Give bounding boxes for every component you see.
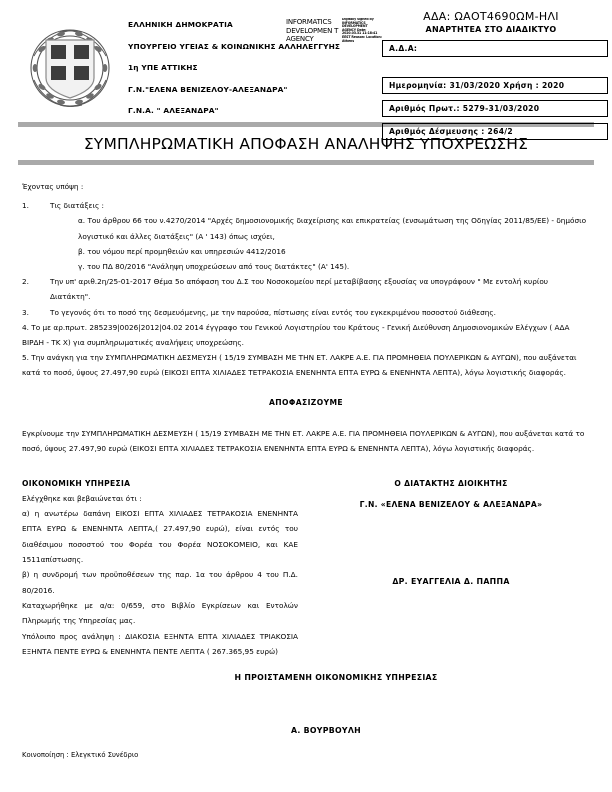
signature-agency-label: INFORMATICS DEVELOPMEN T AGENCY	[286, 18, 339, 44]
item-1-text: Τις διατάξεις :	[50, 201, 105, 211]
page-title: ΣΥΜΠΛΗΡΩΜΑΤΙΚΗ ΑΠΟΦΑΣΗ ΑΝΑΛΗΨΗΣ ΥΠΟΧΡΕΩΣΗΣ	[83, 135, 529, 153]
org-line-4: Γ.Ν."ΕΛΕΝΑ ΒΕΝΙΖΕΛΟΥ-ΑΛΕΞΑΝΔΡΑ"	[128, 84, 288, 94]
decision-heading: ΑΠΟΦΑΣΙΖΟΥΜΕ	[268, 397, 344, 407]
item-1-number: 1.	[22, 201, 29, 211]
item-1-subitem-c: γ. του ΠΔ 80/2016 "Ανάληψη υποχρεώσεων από τους διατάκτες" (Α' 145).	[78, 262, 350, 272]
ada-box-label: Α.Δ.Α:	[389, 44, 418, 53]
decision-text: Εγκρίνουμε την ΣΥΜΠΛΗΡΩΜΑΤΙΚΗ ΔΕΣΜΕΥΣΗ ( 15/19 ΣΥΜΒΑΣΗ ΜΕ ΤΗΝ ΕΤ. ΛΑΚΡΕ Α.Ε. ΓΙΑ ΠΡΟΜΗΘΕΙΑ ΠΟΥΛΕΡΙΚΩΝ & ΑΥΓΩΝ), που αυξάνεται κατά το ποσό, ύψους 27.497,90 ευρώ (ΕΙΚΟΣΙ ΕΠΤΑ ΧΙΛΙΑΔΕΣ ΤΕΤΡΑΚΟΣΙΑ ΕΝΕΝΗΝΤΑ ΕΠΤΑ ΕΥΡΩ & ΕΝΕΝΗΝΤΑ ΛΕΠΤΑ), λόγω λογιστικής διαφοράς.	[22, 428, 585, 454]
protocol-number-box	[382, 100, 608, 117]
ada-header-group	[376, 10, 606, 34]
body-intro: Έχοντας υπόψη :	[22, 182, 84, 191]
commitment-box-label: Αριθμός Δέσμευσης : 264/2	[389, 127, 513, 136]
item-1-subitem-a: α. Του άρθρου 66 του ν.4270/2014 "Αρχές δημοσιονομικής διαχείρισης και επικρατείας (ενσωμάτωση της Οδηγίας 2011/85/ΕΕ) - δημόσιο λογιστικό και άλλες διατάξεις" (Α ' 143) όπως ισχύει,	[78, 216, 587, 241]
authorizer-column	[312, 479, 590, 659]
ada-code-label: ΑΔΑ:	[423, 10, 451, 23]
financial-clause-b: β) η συνδρομή των προϋποθέσεων της παρ. 1α του άρθρου 4 του Π.Δ. 80/2016.	[22, 570, 298, 595]
numbered-item-5: 5. Την ανάγκη για την ΣΥΜΠΛΗΡΩΜΑΤΙΚΗ ΔΕΣΜΕΥΣΗ ( 15/19 ΣΥΜΒΑΣΗ ΜΕ ΤΗΝ ΕΤ. ΛΑΚΡΕ Α.Ε. ΓΙΑ ΠΡΟΜΗΘΕΙΑ ΠΟΥΛΕΡΙΚΩΝ & ΑΥΓΩΝ), που αυξάνεται κατά το ποσό, ύψους 27.497,90 ευρώ (ΕΙΚΟΣΙ ΕΠΤΑ ΧΙΛΙΑΔΕΣ ΤΕΤΡΑΚΟΣΙΑ ΕΝΕΝΗΝΤΑ ΕΠΤΑ ΕΥΡΩ & ΕΝΕΝΗΝΤΑ ΛΕΠΤΑ), λόγω λογιστικής διαφοράς.	[22, 353, 577, 378]
org-line-2: ΥΠΟΥΡΓΕΙΟ ΥΓΕΙΑΣ & ΚΟΙΝΩΝΙΚΗΣ ΑΛΛΗΛΕΓΓΥΗΣ	[128, 41, 341, 51]
item-3-number: 3.	[22, 307, 29, 317]
item-2-text: Την υπ' αριθ.2η/25-01-2017 Θέμα 5ο απόφαση του Δ.Σ του Νοσοκομείου περί μεταβίβασης εξουσίας να υπογράφουν " Με εντολή κυρίου Διατάκτη".	[50, 277, 549, 302]
greek-coat-of-arms-icon	[24, 16, 116, 116]
header-info-boxes	[382, 40, 608, 140]
item-3-text: Το γεγονός ότι το ποσό της δεσμευόμενης, με την παρούσα, πίστωσης είναι εντός του εγκεκριμένου ποσοστού διάθεσης.	[50, 307, 496, 317]
numbered-item-4: 4. Το με αρ.πρωτ. 285239|0026|2012|04.02 2014 έγγραφο του Γενικού Λογιστηρίου του Κράτους - Γενική Διεύθυνση Δημοσιονομικών Ελέγχων ( ΑΔΑ ΒΙΡΔΗ - ΤΚ Χ) για συμπληρωματικές αναλήψεις υποχρεώσης.	[22, 322, 570, 348]
financial-supervisor-name: Α. ΒΟΥΡΒΟΥΛΗ	[290, 726, 362, 736]
org-line-1: ΕΛΛΗΝΙΚΗ ΔΗΜΟΚΡΑΤΙΑ	[128, 20, 233, 29]
financial-balance-line: Υπόλοιπο προς ανάληψη : ΔΙΑΚΟΣΙΑ ΕΞΗΝΤΑ ΕΠΤΑ ΧΙΛΙΑΔΕΣ ΤΡΙΑΚΟΣΙΑ ΕΞΗΝΤΑ ΠΕΝΤΕ ΕΥΡΩ & ΕΝΕΝΗΝΤΑ ΠΕΝΤΕ ΛΕΠΤΑ ( 267.365,95 ευρώ)	[22, 631, 298, 656]
signature-detail-text: Digitally signed by INFORMATICS DEVELOPMENT AGENCY Date: 2020.03.31 11:18:41 EEST Reason: Location: Athens	[342, 18, 382, 43]
org-line-3: 1η ΥΠΕ ΑΤΤΙΚΗΣ	[128, 63, 198, 72]
item-1-subitem-b: β. του νόμου περί προμηθειών και υπηρεσιών 4412/2016	[78, 246, 286, 256]
item-2-number: 2.	[22, 277, 29, 287]
commitment-number-box	[382, 123, 608, 140]
ada-subtitle: ΑΝΑΡΤΗΤΕΑ ΣΤΟ ΔΙΑΔΙΚΤΥΟ	[425, 25, 557, 34]
authorizer-name: ΔΡ. ΕΥΑΓΓΕΛΙΑ Δ. ΠΑΠΠΑ	[392, 576, 510, 586]
financial-supervisor-heading: Η ΠΡΟΙΣΤΑΜΕΝΗ ΟΙΚΟΝΟΜΙΚΗΣ ΥΠΗΡΕΣΙΑΣ	[234, 673, 438, 683]
authorizer-heading-2: Γ.Ν. «ΕΛΕΝΑ ΒΕΝΙΖΕΛΟΥ & ΑΛΕΞΑΝΔΡΑ»	[359, 499, 543, 509]
numbered-item-3	[22, 305, 590, 320]
ada-code	[376, 10, 606, 23]
ada-code-value: ΩΑΟΤ4690ΩΜ-ΗΛΙ	[454, 10, 559, 23]
document-body	[0, 165, 612, 457]
date-box	[382, 77, 608, 94]
document-header	[0, 0, 612, 136]
protocol-box-label: Αριθμός Πρωτ.: 5279-31/03/2020	[389, 104, 540, 113]
numbered-item-2	[22, 274, 590, 304]
financial-verified-line: Ελέγχθηκε και βεβαιώνεται ότι :	[22, 493, 142, 503]
financial-service-heading: ΟΙΚΟΝΟΜΙΚΗ ΥΠΗΡΕΣΙΑ	[22, 478, 131, 488]
date-box-label: Ημερομηνία: 31/03/2020 Χρήση : 2020	[389, 81, 565, 90]
ada-input-box[interactable]	[382, 40, 608, 57]
digital-signature-stamp	[286, 18, 382, 44]
financial-service-column	[22, 479, 312, 659]
org-line-5: Γ.Ν.Α. " ΑΛΕΞΑΝΔΡΑ"	[128, 106, 219, 115]
notification-line: Κοινοποίηση : Ελεγκτικό Συνέδριο	[22, 751, 139, 760]
authorizer-heading-1: Ο ΔΙΑΤΑΚΤΗΣ ΔΙΟΙΚΗΤΗΣ	[394, 478, 508, 488]
signature-columns	[0, 479, 612, 659]
financial-clause-a: α) η ανωτέρω δαπάνη ΕΙΚΟΣΙ ΕΠΤΑ ΧΙΛΙΑΔΕΣ ΤΕΤΡΑΚΟΣΙΑ ΕΝΕΝΗΝΤΑ ΕΠΤΑ ΕΥΡΩ & ΕΝΕΝΗΝΤΑ ΛΕΠΤΑ,( 27.497,90 ευρώ), είναι εντός του διαθέσιμου ποσοστού του Φορέα του Φορέα ΝΟΣΟΚΟΜΕΙΟ, και ΚΑΕ 1511απίστωσης.	[22, 509, 298, 565]
financial-registration-line: Καταχωρήθηκε με α/α: 0/659, στο Βιβλίο Εγκρίσεων και Εντολών Πληρωμής της Υπηρεσίας μας.	[22, 600, 298, 626]
numbered-item-1	[22, 198, 590, 213]
